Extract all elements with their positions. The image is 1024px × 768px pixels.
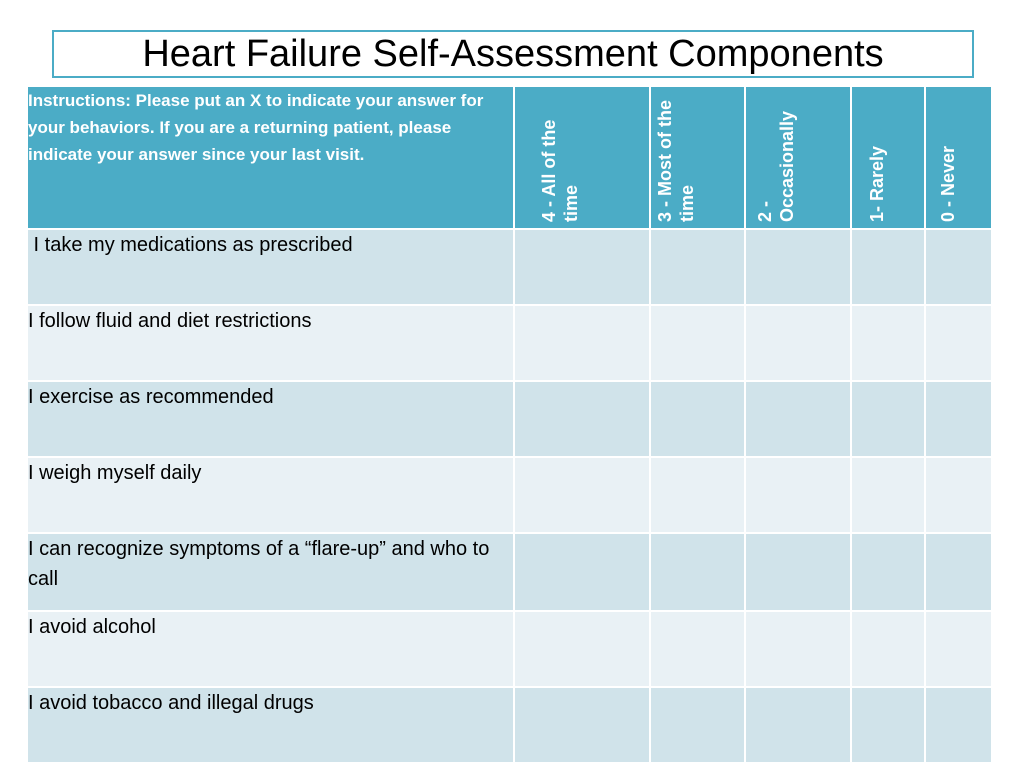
column-label: 0 - Never xyxy=(937,145,958,222)
column-label: 4 - All of the time xyxy=(539,119,581,222)
table-row xyxy=(27,533,992,611)
column-header-all-of-the-time xyxy=(514,86,650,229)
answer-cell[interactable] xyxy=(745,381,851,457)
column-label: 3 - Most of the time xyxy=(654,100,697,222)
answer-cell[interactable] xyxy=(851,687,925,763)
answer-cell[interactable] xyxy=(745,229,851,305)
answer-cell[interactable] xyxy=(925,229,992,305)
answer-cell[interactable] xyxy=(851,457,925,533)
answer-cell[interactable] xyxy=(851,533,925,611)
answer-cell[interactable] xyxy=(650,381,745,457)
answer-cell[interactable] xyxy=(514,687,650,763)
column-header-rarely xyxy=(851,86,925,229)
question-cell: I take my medications as prescribed xyxy=(27,229,514,305)
table-row xyxy=(27,457,992,533)
answer-cell[interactable] xyxy=(745,611,851,687)
column-label: 2 - Occasionally xyxy=(755,110,797,222)
table-row xyxy=(27,381,992,457)
answer-cell[interactable] xyxy=(514,381,650,457)
answer-cell[interactable] xyxy=(851,611,925,687)
column-header-most-of-the-time xyxy=(650,86,745,229)
table-row xyxy=(27,611,992,687)
page-title: Heart Failure Self-Assessment Components xyxy=(52,30,974,78)
header-row xyxy=(27,86,992,229)
answer-cell[interactable] xyxy=(650,611,745,687)
answer-cell[interactable] xyxy=(514,229,650,305)
answer-cell[interactable] xyxy=(650,305,745,381)
answer-cell[interactable] xyxy=(650,229,745,305)
question-cell: I avoid alcohol xyxy=(27,611,514,687)
answer-cell[interactable] xyxy=(745,533,851,611)
column-header-never xyxy=(925,86,992,229)
answer-cell[interactable] xyxy=(925,305,992,381)
instructions-cell: Instructions: Please put an X to indicate your answer for your behaviors. If you are a returning patient, please indicate your answer since your last visit. xyxy=(27,86,514,229)
table-row xyxy=(27,687,992,763)
answer-cell[interactable] xyxy=(851,305,925,381)
answer-cell[interactable] xyxy=(745,457,851,533)
answer-cell[interactable] xyxy=(925,457,992,533)
answer-cell[interactable] xyxy=(514,611,650,687)
answer-cell[interactable] xyxy=(851,381,925,457)
question-cell: I can recognize symptoms of a “flare-up” and who to call xyxy=(27,533,514,611)
column-header-occasionally xyxy=(745,86,851,229)
table-row xyxy=(27,229,992,305)
answer-cell[interactable] xyxy=(851,229,925,305)
answer-cell[interactable] xyxy=(925,687,992,763)
column-label: 1- Rarely xyxy=(867,145,887,222)
answer-cell[interactable] xyxy=(514,533,650,611)
question-cell: I follow fluid and diet restrictions xyxy=(27,305,514,381)
answer-cell[interactable] xyxy=(925,381,992,457)
answer-cell[interactable] xyxy=(745,305,851,381)
table-row xyxy=(27,305,992,381)
answer-cell[interactable] xyxy=(650,457,745,533)
answer-cell[interactable] xyxy=(650,687,745,763)
question-cell: I weigh myself daily xyxy=(27,457,514,533)
answer-cell[interactable] xyxy=(925,611,992,687)
question-cell: I exercise as recommended xyxy=(27,381,514,457)
question-cell: I avoid tobacco and illegal drugs xyxy=(27,687,514,763)
answer-cell[interactable] xyxy=(514,305,650,381)
answer-cell[interactable] xyxy=(514,457,650,533)
assessment-table xyxy=(26,85,993,764)
answer-cell[interactable] xyxy=(650,533,745,611)
answer-cell[interactable] xyxy=(745,687,851,763)
answer-cell[interactable] xyxy=(925,533,992,611)
